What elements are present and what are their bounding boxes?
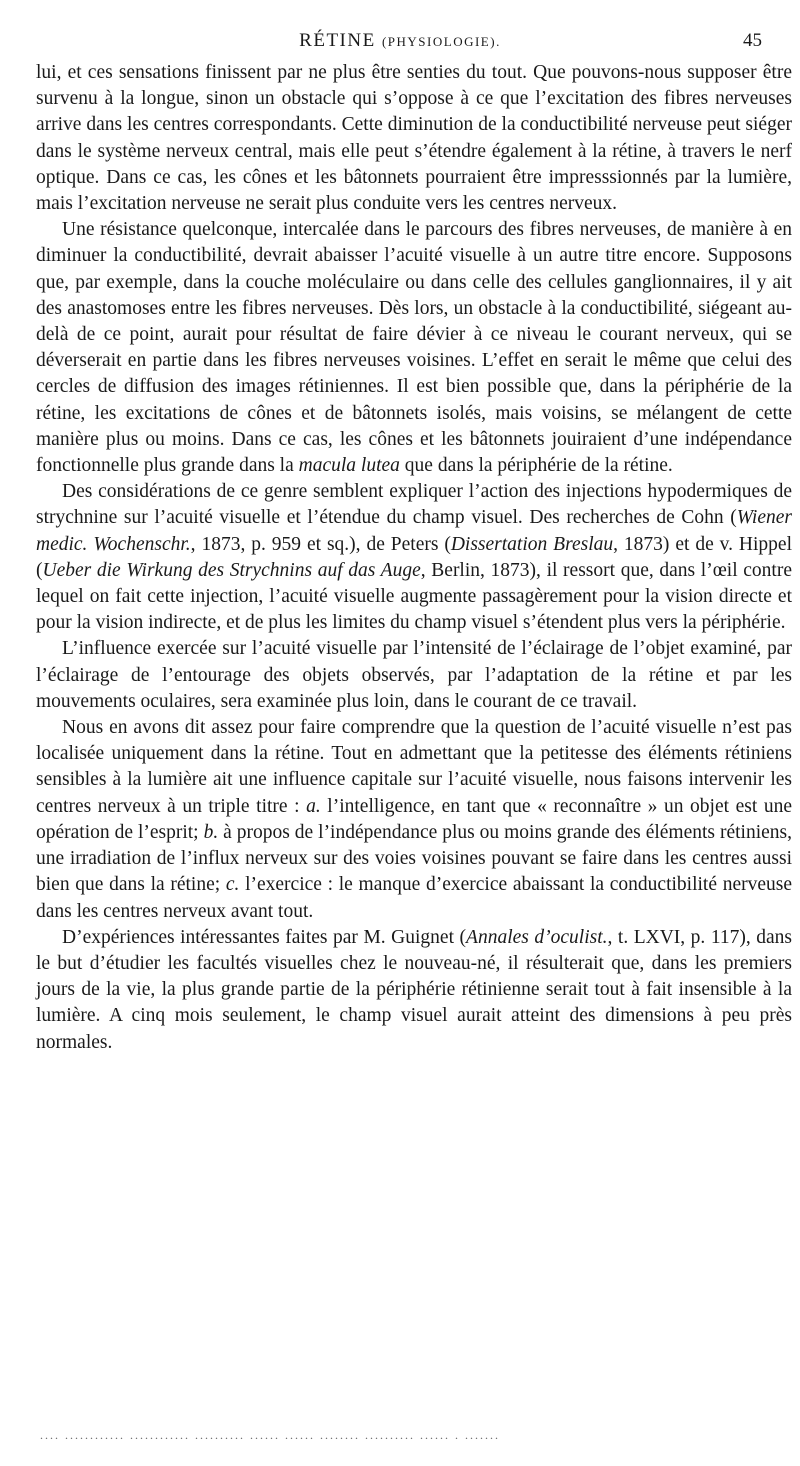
paragraph: [36, 636, 792, 715]
title-main: RÉTINE: [299, 30, 376, 51]
text-segment: Des considérations de ce genre semblent expliquer l’action des injections hypodermiques de strychnine sur l’acuité visuelle et l’étendue du champ visuel. Des recherches de Cohn (: [36, 481, 792, 529]
italic-text: b.: [203, 821, 219, 843]
paragraph: [36, 60, 792, 217]
running-header: [0, 28, 800, 58]
text-segment: Une résistance quelconque, intercalée dans le parcours des fibres nerveuses, de manière à en diminuer la conductibilité, devrait abaisser l’acuité visuelle à un autre titre encore. Supposons que, par exemple, dans la couche moléculaire ou dans celle des cellules ganglionnaires, il y ait des anastomoses entre les fibres nerveuses. Dès lors, un obstacle à la conductibilité, siégeant au-delà de ce point, aurait pour résultat de faire dévier à ce niveau le courant nerveux, qui se déverserait en partie dans les fibres nerveuses voisines. L’effet en serait le même que celui des cercles de diffusion des images rétiniennes. Il est bien possible que, dans la périphérie de la rétine, les excitations de cônes et de bâtonnets isolés, mais voisins, se mélangent de cette manière plus ou moins. Dans ce cas, les cônes et les bâtonnets jouiraient d’une indépendance fonctionnelle plus grande dans la: [36, 219, 792, 477]
italic-text: Ueber die Wirkung des Strychnins auf das Auge: [42, 559, 421, 581]
page-number: 45: [743, 30, 762, 51]
text-segment: L’influence exercée sur l’acuité visuelle par l’intensité de l’éclairage de l’objet examiné, par l’éclairage de l’entourage des objets observés, par l’adaptation de la rétine et par les mouvements oculaires, sera examinée plus loin, dans le courant de ce travail.: [36, 638, 792, 712]
italic-text: Dissertation Breslau: [450, 533, 614, 555]
text-segment: , t. LXVI, p. 117), dans le but d’étudier les facultés visuelles chez le nouveau-né, il résulterait que, dans les premiers jours de la vie, la plus grande partie de la périphérie rétinienne serait tout à fait insensible à la lumière. A cinq mois seulement, le champ visuel aurait atteint des dimensions à peu près normales.: [36, 926, 792, 1053]
paragraph: [36, 217, 792, 479]
body-text: [36, 60, 792, 1056]
footer-dotted-line: .... ............ ............ .......... ...... ...... ........ .......... ...... . .......: [40, 1428, 500, 1442]
italic-text: Annales d’oculist.: [466, 926, 608, 948]
text-segment: , 1873, p. 959 et sq.), de Peters (: [190, 533, 451, 555]
title-sub: (PHYSIOLOGIE).: [381, 34, 501, 49]
paragraph: [36, 715, 792, 925]
text-segment: l’exercice : le manque d’exercice abaissant la conductibilité nerveuse dans les centres nerveux avant tout.: [36, 874, 792, 922]
text-segment: , 1873) et de v. Hippel (: [36, 533, 792, 581]
text-segment: lui, et ces sensations finissent par ne plus être senties du tout. Que pouvons-nous supposer être survenu à la longue, sinon un obstacle qui s’oppose à ce que l’excitation des fibres nerveuses arrive dans les centres correspondants. Cette diminution de la conductibilité nerveuse peut siéger dans le système nerveux central, mais elle peut s’étendre également à la rétine, à travers le nerf optique. Dans ce cas, les cônes et les bâtonnets pourraient être impresssionnés par la lumière, mais l’excitation nerveuse ne serait plus conduite vers les centres nerveux.: [36, 62, 792, 215]
paragraph: [36, 479, 792, 636]
running-title: [0, 30, 800, 52]
italic-text: a.: [306, 795, 321, 817]
text-segment: , Berlin, 1873), il ressort que, dans l’œil contre lequel on fait cette injection, l’acuité visuelle augmente passagèrement pour la vision directe et pour la vision indirecte, et de plus les limites du champ visuel s’étendent plus vers la périphérie.: [36, 559, 792, 634]
text-segment: Nous en avons dit assez pour faire comprendre que la question de l’acuité visuelle n’est pas localisée uniquement dans la rétine. Tout en admettant que la petitesse des éléments rétiniens sensibles à la lumière ait une influence capitale sur l’acuité visuelle, nous faisons intervenir les centres nerveux à un triple titre :: [36, 717, 792, 817]
italic-text: c.: [225, 874, 240, 896]
text-segment: à propos de l’indépendance plus ou moins grande des éléments rétiniens, une irradiation de l’influx nerveux sur des voies voisines pouvant se faire dans les centres aussi bien que dans la rétine;: [36, 821, 792, 896]
text-segment: que dans la périphérie de la rétine.: [399, 455, 673, 477]
italic-text: macula lutea: [298, 455, 400, 477]
text-segment: D’expériences intéressantes faites par M. Guignet (: [62, 926, 467, 948]
text-segment: l’intelligence, en tant que « reconnaître » un objet est une opération de l’esprit;: [36, 795, 792, 843]
italic-text: Wiener medic. Wochenschr.: [36, 507, 792, 555]
paragraph: [36, 925, 792, 1056]
